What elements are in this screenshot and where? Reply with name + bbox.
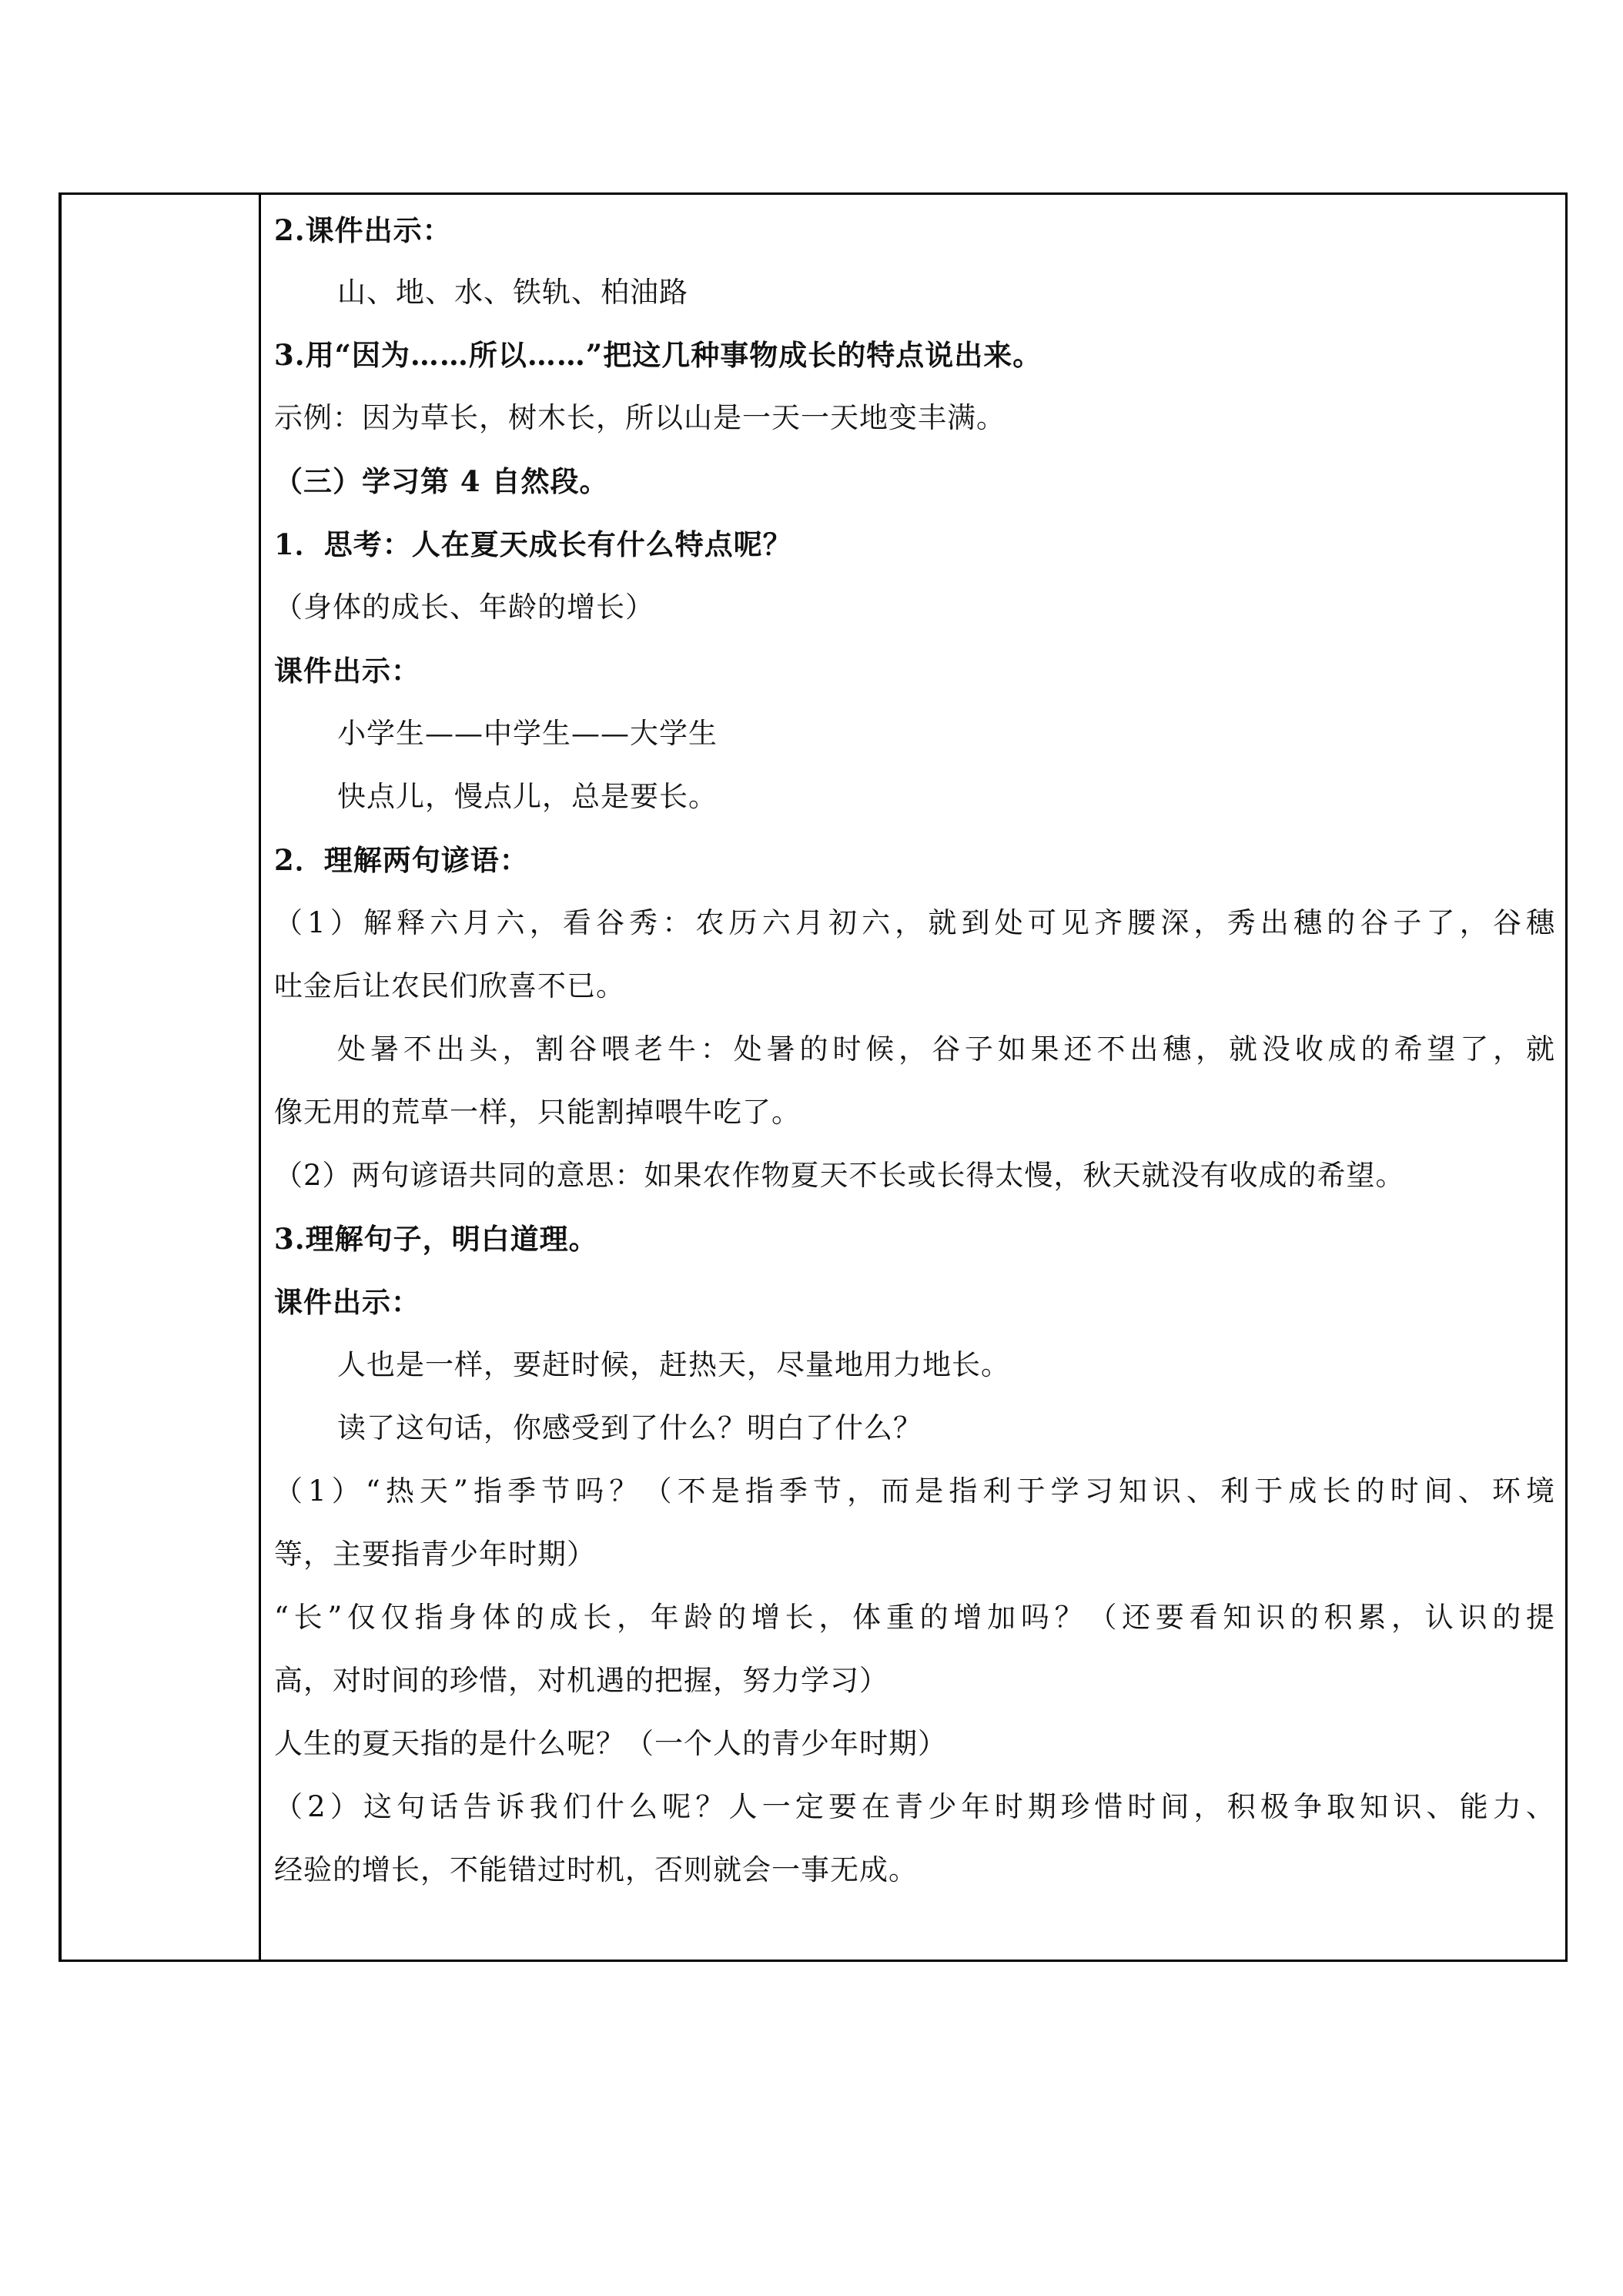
heading-courseware-display-2: 2.课件出示： xyxy=(274,213,452,247)
answer-growth: （身体的成长、年龄的增长） xyxy=(274,591,654,624)
section-heading-paragraph-4: （三）学习第 4 自然段。 xyxy=(274,464,609,498)
left-column-cell xyxy=(62,195,259,1960)
courseware-items: 山、地、水、铁轨、柏油路 xyxy=(337,276,688,309)
proverb-2-line-2: 像无用的荒草一样，只能割掉喂牛吃了。 xyxy=(274,1096,801,1129)
growth-meaning-line-2: 高，对时间的珍惜，对机遇的把握，努力学习） xyxy=(274,1664,888,1697)
reflection-question: 读了这句话，你感受到了什么？明白了什么？ xyxy=(337,1411,922,1444)
lesson-meaning-line-2: 经验的增长，不能错过时机，否则就会一事无成。 xyxy=(274,1853,918,1886)
heading-proverbs: 2．理解两句谚语： xyxy=(274,843,529,877)
example-line: 示例：因为草长，树木长，所以山是一天一天地变丰满。 xyxy=(274,401,1006,434)
column-divider xyxy=(259,192,261,1962)
life-summer-line: 人生的夏天指的是什么呢？（一个人的青少年时期） xyxy=(274,1727,947,1760)
heading-think: 1．思考：人在夏天成长有什么特点呢？ xyxy=(274,527,792,561)
courseware-students: 小学生——中学生——大学生 xyxy=(337,717,718,750)
key-sentence: 人也是一样，要赶时候，赶热天，尽量地用力地长。 xyxy=(337,1348,1010,1381)
lesson-meaning-line-1: （2）这句话告诉我们什么呢？人一定要在青少年时期珍惜时间，积极争取知识、能力、 xyxy=(274,1790,1555,1823)
heading-courseware-display: 课件出示： xyxy=(274,654,420,688)
proverb-2-line-1: 处暑不出头，割谷喂老牛：处暑的时候，谷子如果还不出穗，就没收成的希望了，就 xyxy=(337,1033,1555,1066)
hot-season-line-1: （1）“热天”指季节吗？（不是指季节，而是指利于学习知识、利于成长的时间、环境 xyxy=(274,1474,1555,1508)
hot-season-line-2: 等，主要指青少年时期） xyxy=(274,1538,596,1571)
growth-meaning-line-1: “长”仅仅指身体的成长，年龄的增长，体重的增加吗？（还要看知识的积累，认识的提 xyxy=(274,1601,1555,1634)
courseware-grow-line: 快点儿，慢点儿，总是要长。 xyxy=(337,780,718,813)
proverb-1-line-1: （1）解释六月六，看谷秀：农历六月初六，就到处可见齐腰深，秀出穗的谷子了，谷穗 xyxy=(274,906,1555,939)
proverbs-common-meaning: （2）两句谚语共同的意思：如果农作物夏天不长或长得太慢，秋天就没有收成的希望。 xyxy=(274,1159,1405,1192)
heading-because-so: 3.用“因为……所以……”把这几种事物成长的特点说出来。 xyxy=(274,338,1042,372)
proverb-1-line-2: 吐金后让农民们欣喜不已。 xyxy=(274,969,625,1002)
heading-understand-sentence: 3.理解句子，明白道理。 xyxy=(274,1222,598,1256)
heading-courseware-display-3: 课件出示： xyxy=(274,1285,420,1319)
